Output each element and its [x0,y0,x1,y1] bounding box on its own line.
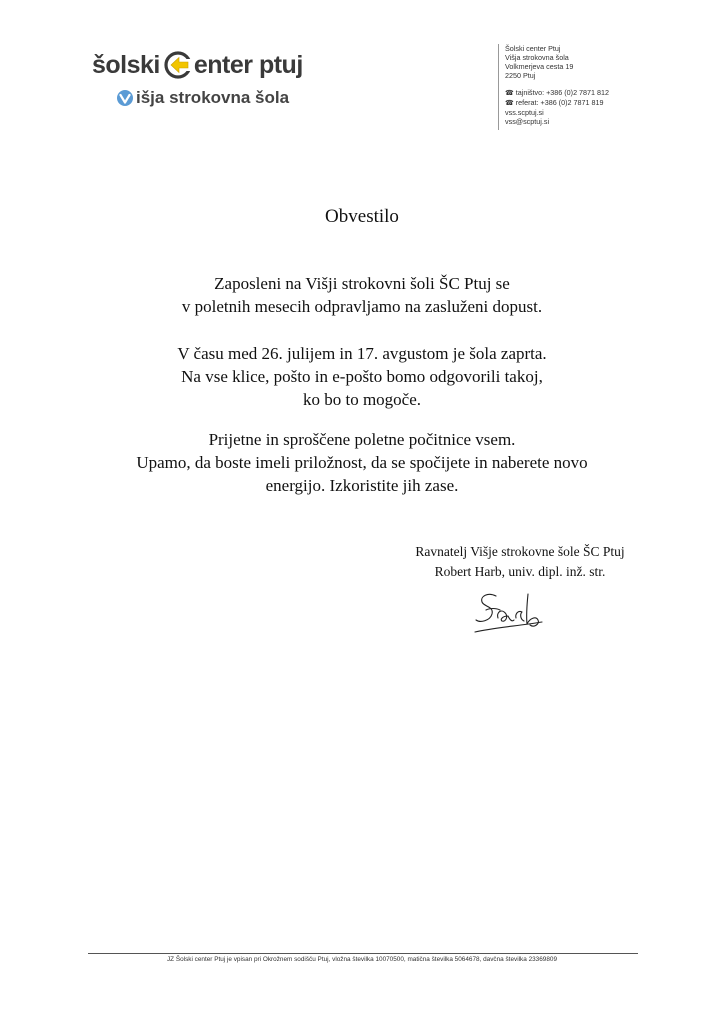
handwritten-signature [472,588,562,636]
phone-icon: ☎ [505,100,514,107]
contact-city: 2250 Ptuj [505,71,536,80]
contact-web: vss.scptuj.si [505,108,544,117]
paragraph-line: Zaposleni na Višji strokovni šoli ŠC Ptuj se [214,274,510,293]
paragraph-line: V času med 26. julijem in 17. avgustom je šola zaprta. [177,344,547,363]
footer-registration: JZ Šolski center Ptuj je vpisan pri Okrožnem sodišču Ptuj, vložna številka 10070500, matična številka 5064678, davčna številka 23369809 [166,956,558,963]
paragraph-line: v poletnih mesecih odpravljamo na zasluženi dopust. [181,297,543,316]
logo-wordmark [92,48,303,82]
signatory-name: Robert Harb, univ. dipl. inž. str. [434,564,606,579]
paragraph-wishes [0,428,724,497]
paragraph-line: Prijetne in sproščene poletne počitnice vsem. [208,430,516,449]
paragraph-line: ko bo to mogoče. [302,390,422,409]
arrow-c-logo-icon [163,50,193,80]
paragraph-line: Upamo, da boste imeli priložnost, da se spočijete in naberete novo [136,453,588,472]
signatory-role: Ravnatelj Višje strokovne šole ŠC Ptuj [415,544,625,559]
logo-word-center-ptuj: enter ptuj [193,50,303,79]
contact-street: Volkmerjeva cesta 19 [505,62,574,71]
logo-word-solski: šolski [92,50,160,79]
letter-title: Obvestilo [325,206,399,227]
school-logo [92,48,342,118]
paragraph-line: Na vse klice, pošto in e-pošto bomo odgovorili takoj, [181,367,543,386]
paragraph-vacation [0,272,724,318]
paragraph-line: energijo. Izkoristite jih zase. [265,476,459,495]
contact-phone-secretary-row [505,88,609,98]
logo-subtitle [116,88,289,108]
contact-phone-office-row [505,98,609,108]
phone-icon: ☎ [505,90,514,97]
check-shield-logo-icon [116,89,134,107]
contact-block [498,44,609,130]
contact-spacer [505,80,609,88]
logo-subtitle-text: išja strokovna šola [136,88,290,107]
signature-block [390,542,650,582]
contact-phone-office: referat: +386 (0)2 7871 819 [515,98,604,107]
contact-school: Višja strokovna šola [505,53,569,62]
contact-org: Šolski center Ptuj [505,44,561,53]
contact-email: vss@scptuj.si [505,117,550,126]
contact-phone-secretary: tajništvo: +386 (0)2 7871 812 [515,88,610,97]
paragraph-closure [0,342,724,411]
footer-divider [88,953,638,954]
